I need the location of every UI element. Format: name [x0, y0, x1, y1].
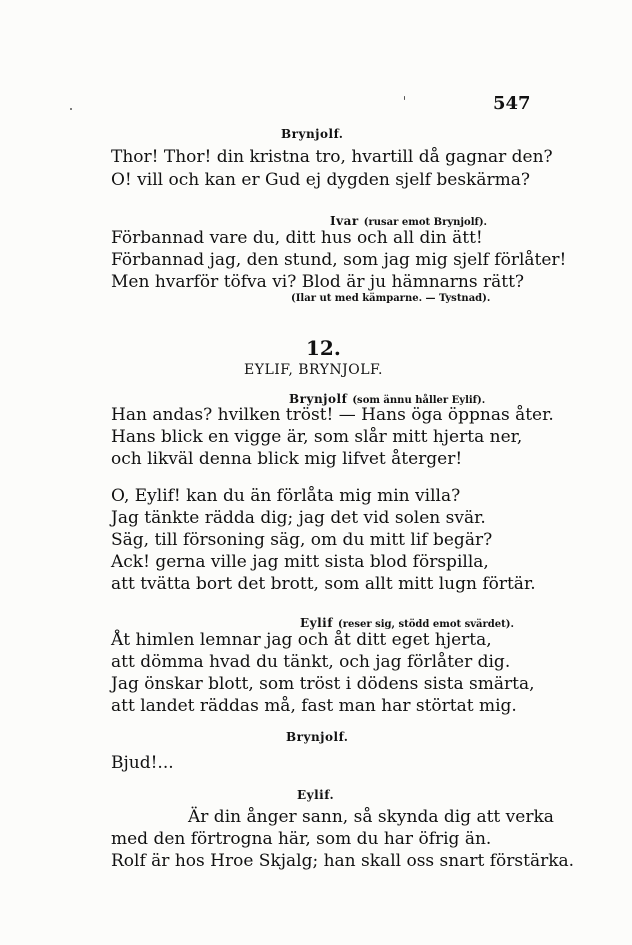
verse-line: Men hvarför töfva vi? Blod är ju hämnarns rätt? — [111, 272, 525, 292]
verse-line: Thor! Thor! din kristna tro, hvartill då gagnar den? — [111, 147, 553, 167]
verse-line: Åt himlen lemnar jag och åt ditt eget hjerta, — [111, 630, 492, 650]
verse-line: Rolf är hos Hroe Skjalg; han skall oss snart förstärka. — [111, 851, 575, 871]
verse-line: Är din ånger sann, så skynda dig att verka — [188, 807, 554, 827]
verse-line: Förbannad vare du, ditt hus och all din ätt! — [111, 228, 483, 248]
stage-direction: (rusar emot Brynjolf). — [363, 217, 488, 228]
page-number: 547 — [493, 93, 531, 114]
verse-line: Bjud!... — [111, 753, 174, 773]
verse-line: att tvätta bort det brott, som allt mitt lugn förtär. — [111, 574, 536, 594]
verse-line: Han andas? hvilken tröst! — Hans öga öppnas åter. — [111, 405, 554, 425]
verse-line: och likväl denna blick mig lifvet återger! — [111, 449, 463, 469]
speaker-name: Ivar — [330, 214, 359, 228]
speaker-name: Eylif. — [297, 788, 335, 802]
stage-direction: (som ännu håller Eylif). — [352, 395, 486, 406]
scene-number: 12. — [306, 336, 341, 360]
verse-line: Förbannad jag, den stund, som jag mig sjelf förlåter! — [111, 250, 567, 270]
verse-line: Hans blick en vigge är, som slår mitt hjerta ner, — [111, 427, 523, 447]
speaker-name: Brynjolf. — [286, 730, 349, 744]
verse-line: att dömma hvad du tänkt, och jag förlåter dig. — [111, 652, 511, 672]
speaker-name: Brynjolf. — [281, 127, 344, 141]
verse-line: Ack! gerna ville jag mitt sista blod förspilla, — [111, 552, 489, 572]
verse-line: Jag tänkte rädda dig; jag det vid solen svär. — [111, 508, 486, 528]
speck — [404, 96, 405, 100]
verse-line: med den förtrogna här, som du har öfrig än. — [111, 829, 492, 849]
speaker-name: Brynjolf — [289, 392, 348, 406]
verse-line: Säg, till försoning säg, om du mitt lif begär? — [111, 530, 493, 550]
verse-line: Jag önskar blott, som tröst i dödens sista smärta, — [111, 674, 535, 694]
stage-direction: (Ilar ut med kämparne. — Tystnad). — [291, 293, 491, 304]
verse-line: att landet räddas må, fast man har störtat mig. — [111, 696, 517, 716]
scene-characters: EYLIF, BRYNJOLF. — [244, 362, 383, 378]
verse-line: O, Eylif! kan du än förlåta mig min villa? — [111, 486, 461, 506]
stage-direction: (reser sig, stödd emot svärdet). — [338, 619, 514, 630]
speck — [70, 108, 72, 110]
speaker-name: Eylif — [300, 616, 333, 630]
verse-line: O! vill och kan er Gud ej dygden sjelf beskärma? — [111, 170, 530, 190]
